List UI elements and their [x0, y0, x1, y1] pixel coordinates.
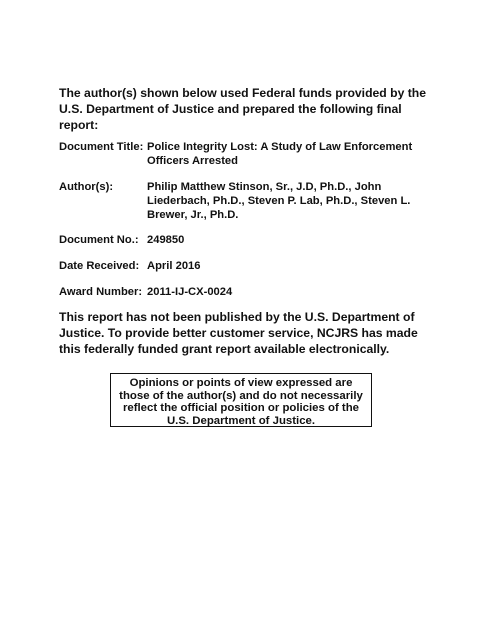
document-number-label: Document No.:: [59, 234, 139, 246]
document-number-value: 249850: [147, 234, 185, 246]
document-title-value: Police Integrity Lost: A Study of Law Enforcement Officers Arrested: [147, 141, 413, 167]
document-title-label: Document Title:: [59, 141, 144, 153]
authors-value: Philip Matthew Stinson, Sr., J.D, Ph.D., John Liederbach, Ph.D., Steven P. Lab, Ph.D., Steven L. Brewer, Jr., Ph.D.: [147, 181, 411, 221]
authors-label: Author(s):: [59, 181, 114, 193]
publication-notice: This report has not been published by the U.S. Department of Justice. To provide better customer service, NCJRS has made this federally funded grant report available electronically.: [59, 310, 418, 356]
date-received-value: April 2016: [147, 260, 201, 272]
award-number-value: 2011-IJ-CX-0024: [147, 286, 233, 298]
date-received-label: Date Received:: [59, 260, 140, 272]
funding-statement: The author(s) shown below used Federal funds provided by the U.S. Department of Justice and prepared the following final report:: [59, 86, 427, 132]
disclaimer-box: Opinions or points of view expressed are those of the author(s) and do not necessarily reflect the official position or policies of the U.S. Department of Justice.: [110, 373, 372, 427]
award-number-label: Award Number:: [59, 286, 143, 298]
